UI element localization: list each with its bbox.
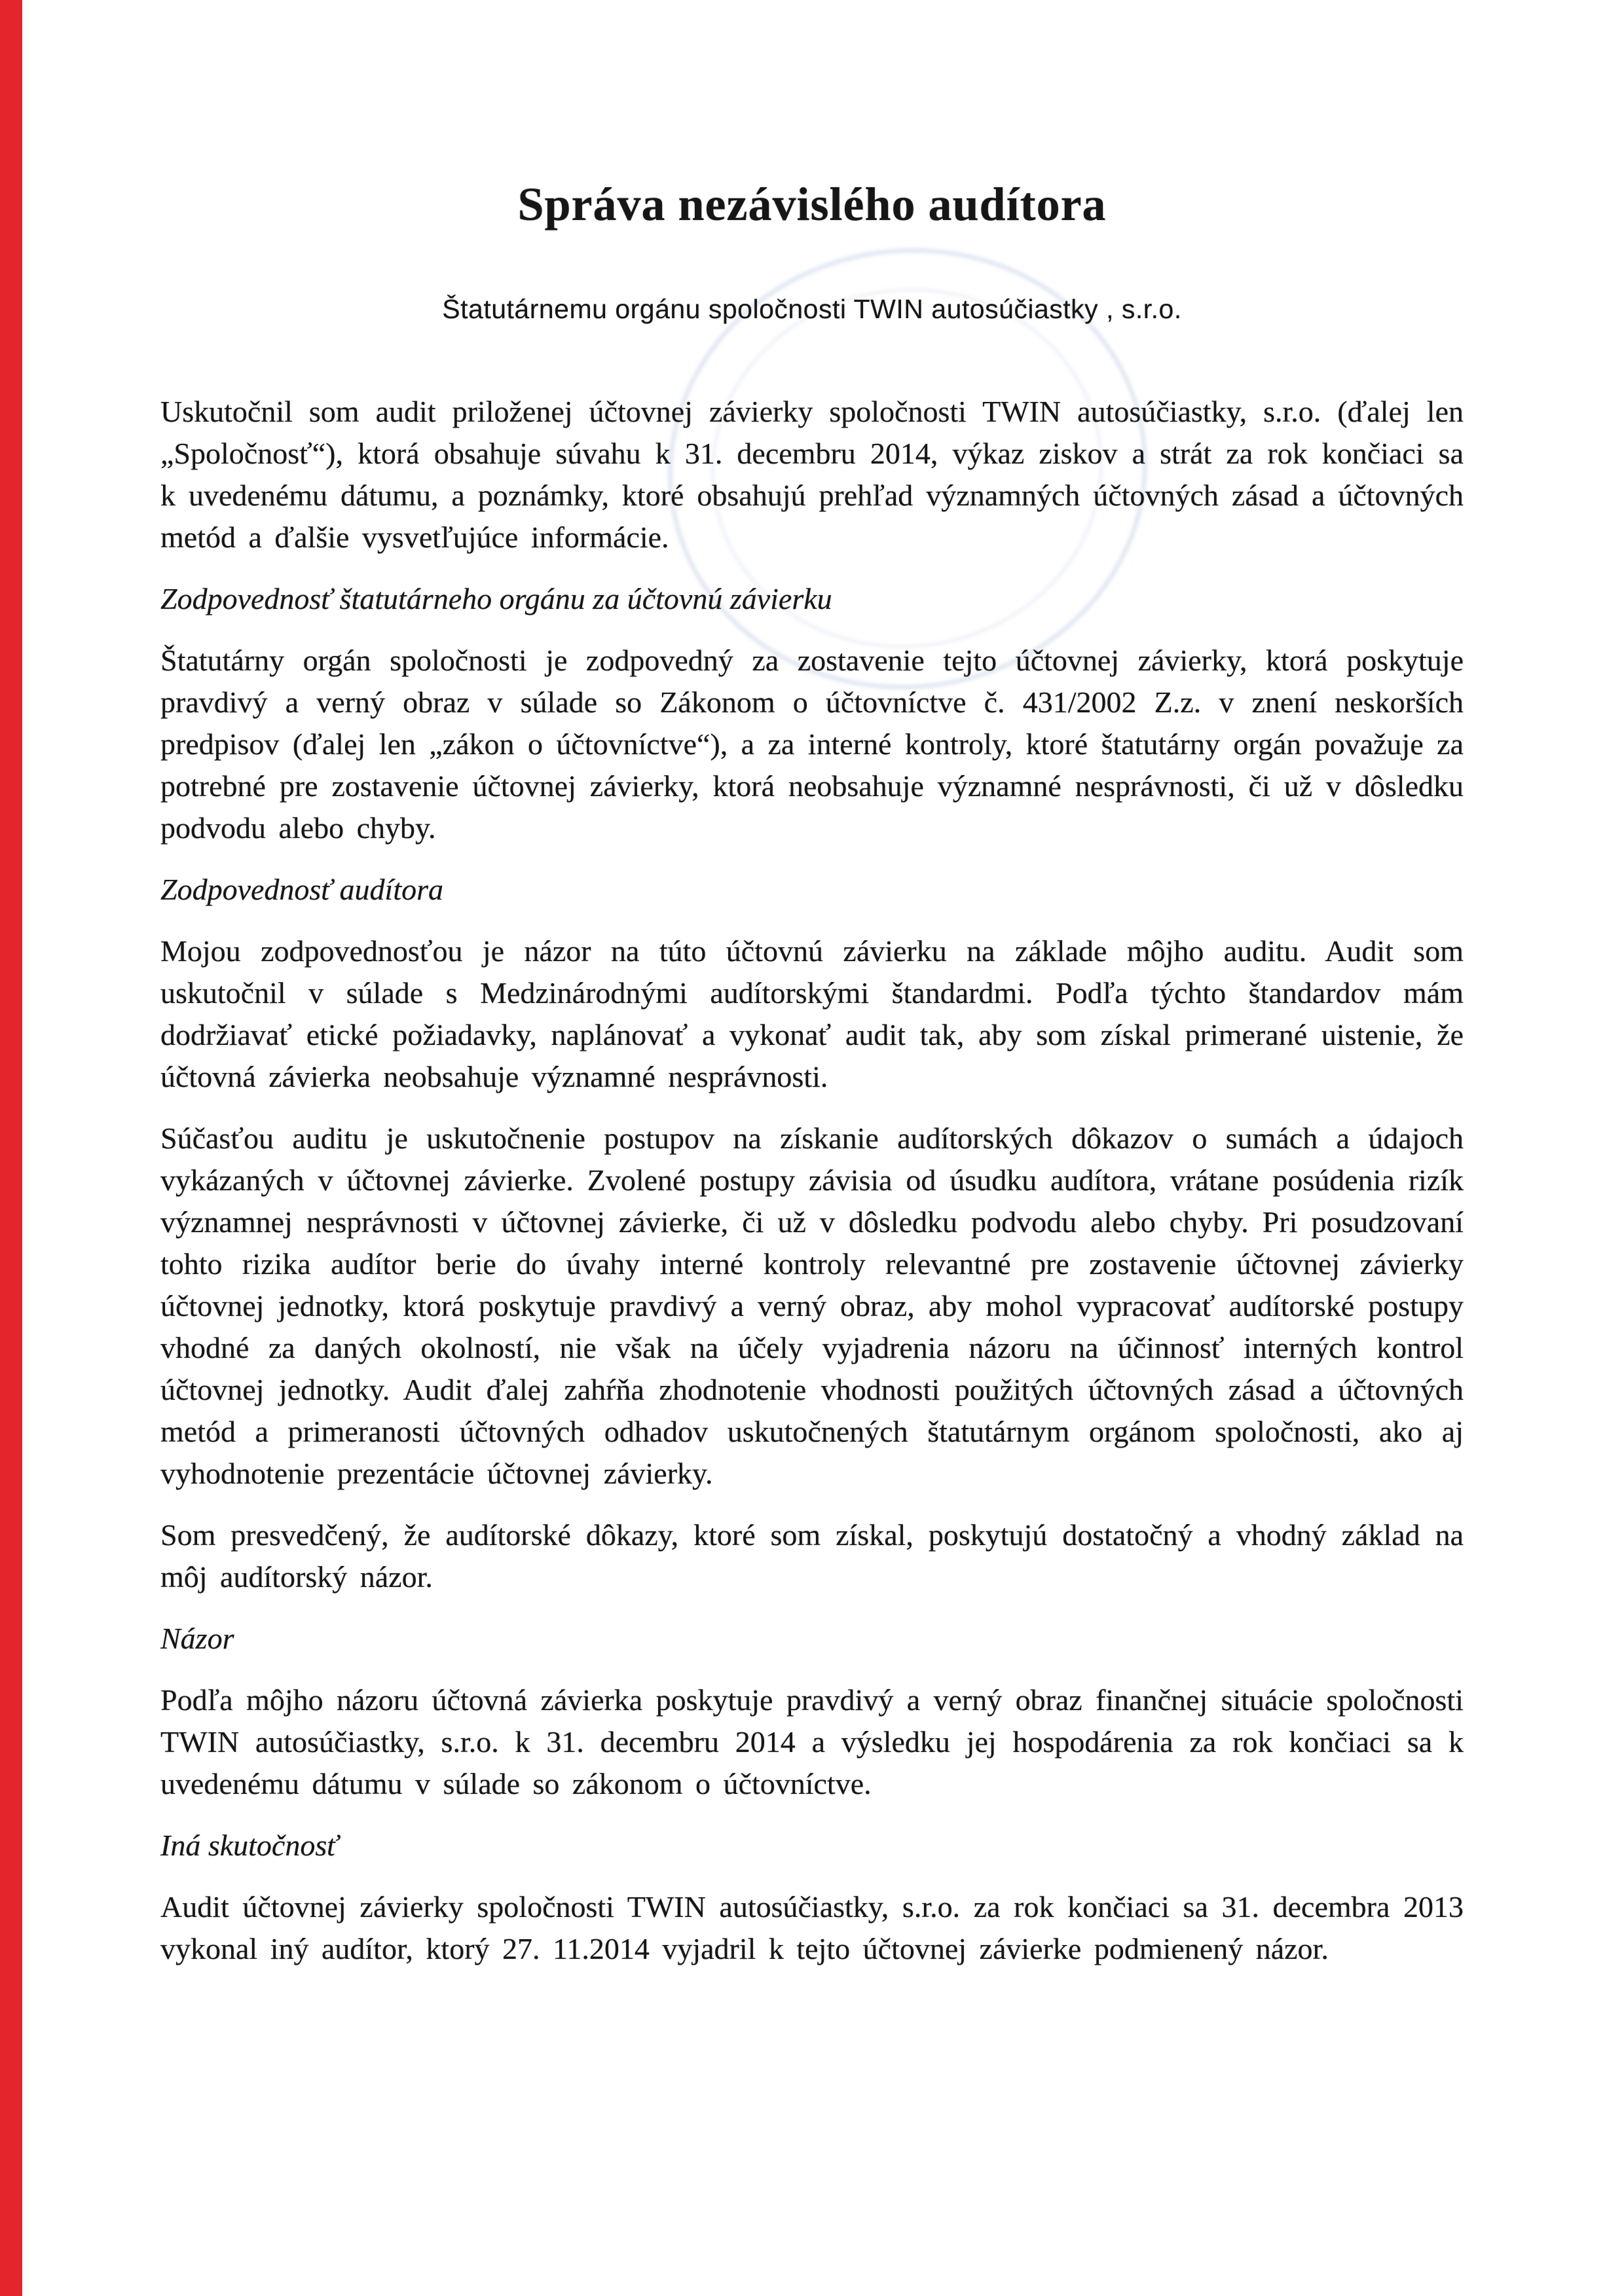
paragraph-introduction: Uskutočnil som audit priloženej účtovnej závierky spoločnosti TWIN autosúčiastky, s.r.o. (ďalej len „Spoločnosť“), ktorá obsahuje súvahu k 31. decembru 2014, výkaz ziskov a strát za rok končiaci sa k uvedenému dátumu, a poznámky, ktoré obsahujú prehľad významných účtovných zásad a účtovných metód a ďalšie vysvetľujúce informácie. (160, 395, 1464, 554)
paragraph-other-matter: Audit účtovnej závierky spoločnosti TWIN autosúčiastky, s.r.o. za rok končiaci sa 31. decembra 2013 vykonal iný audítor, ktorý 27. 11.2014 vyjadril k tejto účtovnej závierke podmienený názor. (160, 1890, 1464, 1965)
section-heading-other-matter: Iná skutočnosť (160, 1829, 338, 1862)
page-title: Správa nezávislého audítora (517, 178, 1107, 230)
paragraph-auditor-responsibility-1: Mojou zodpovednosťou je názor na túto účtovnú závierku na základe môjho auditu. Audit som uskutočnil v súlade s Medzinárodnými audítorskými štandardmi. Podľa týchto štandardov mám dodržiavať etické požiadavky, naplánovať a vykonať audit tak, aby som získal primerané uistenie, že účtovná závierka neobsahuje významné nesprávnosti. (160, 934, 1464, 1093)
scanner-edge-stripe (0, 0, 22, 2296)
section-heading-management-responsibility: Zodpovednosť štatutárneho orgánu za účtovnú závierku (160, 582, 832, 615)
report-body (160, 0, 1464, 1970)
paragraph-auditor-responsibility-3: Som presvedčený, že audítorské dôkazy, ktoré som získal, poskytujú dostatočný a vhodný základ na môj audítorský názor. (160, 1518, 1464, 1594)
paragraph-management-responsibility: Štatutárny orgán spoločnosti je zodpovedný za zostavenie tejto účtovnej závierky, ktorá poskytuje pravdivý a verný obraz v súlade so Zákonom o účtovníctve č. 431/2002 Z.z. v znení neskorších predpisov (ďalej len „zákon o účtovníctve“), a za interné kontroly, ktoré štatutárny orgán považuje za potrebné pre zostavenie účtovnej závierky, ktorá neobsahuje významné nesprávnosti, či už v dôsledku podvodu alebo chyby. (160, 644, 1464, 845)
addressee-line: Štatutárnemu orgánu spoločnosti TWIN autosúčiastky , s.r.o. (442, 294, 1182, 324)
paragraph-auditor-responsibility-2: Súčasťou auditu je uskutočnenie postupov na získanie audítorských dôkazov o sumách a údajoch vykázaných v účtovnej závierke. Zvolené postupy závisia od úsudku audítora, vrátane posúdenia rizík významnej nesprávnosti v účtovnej závierke, či už v dôsledku podvodu alebo chyby. Pri posudzovaní tohto rizika audítor berie do úvahy interné kontroly relevantné pre zostavenie účtovnej závierky účtovnej jednotky, ktorá poskytuje pravdivý a verný obraz, aby mohol vypracovať audítorské postupy vhodné za daných okolností, nie však na účely vyjadrenia názoru na účinnosť interných kontrol účtovnej jednotky. Audit ďalej zahŕňa zhodnotenie vhodnosti použitých účtovných zásad a účtovných metód a primeranosti účtovných odhadov uskutočnených štatutárnym orgánom spoločnosti, ako aj vyhodnotenie prezentácie účtovnej závierky. (160, 1121, 1464, 1490)
paragraph-opinion: Podľa môjho názoru účtovná závierka poskytuje pravdivý a verný obraz finančnej situácie spoločnosti TWIN autosúčiastky, s.r.o. k 31. decembru 2014 a výsledku jej hospodárenia za rok končiaci sa k uvedenému dátumu v súlade so zákonom o účtovníctve. (160, 1683, 1464, 1800)
section-heading-auditor-responsibility: Zodpovednosť audítora (160, 873, 444, 906)
section-heading-opinion: Názor (160, 1622, 234, 1655)
